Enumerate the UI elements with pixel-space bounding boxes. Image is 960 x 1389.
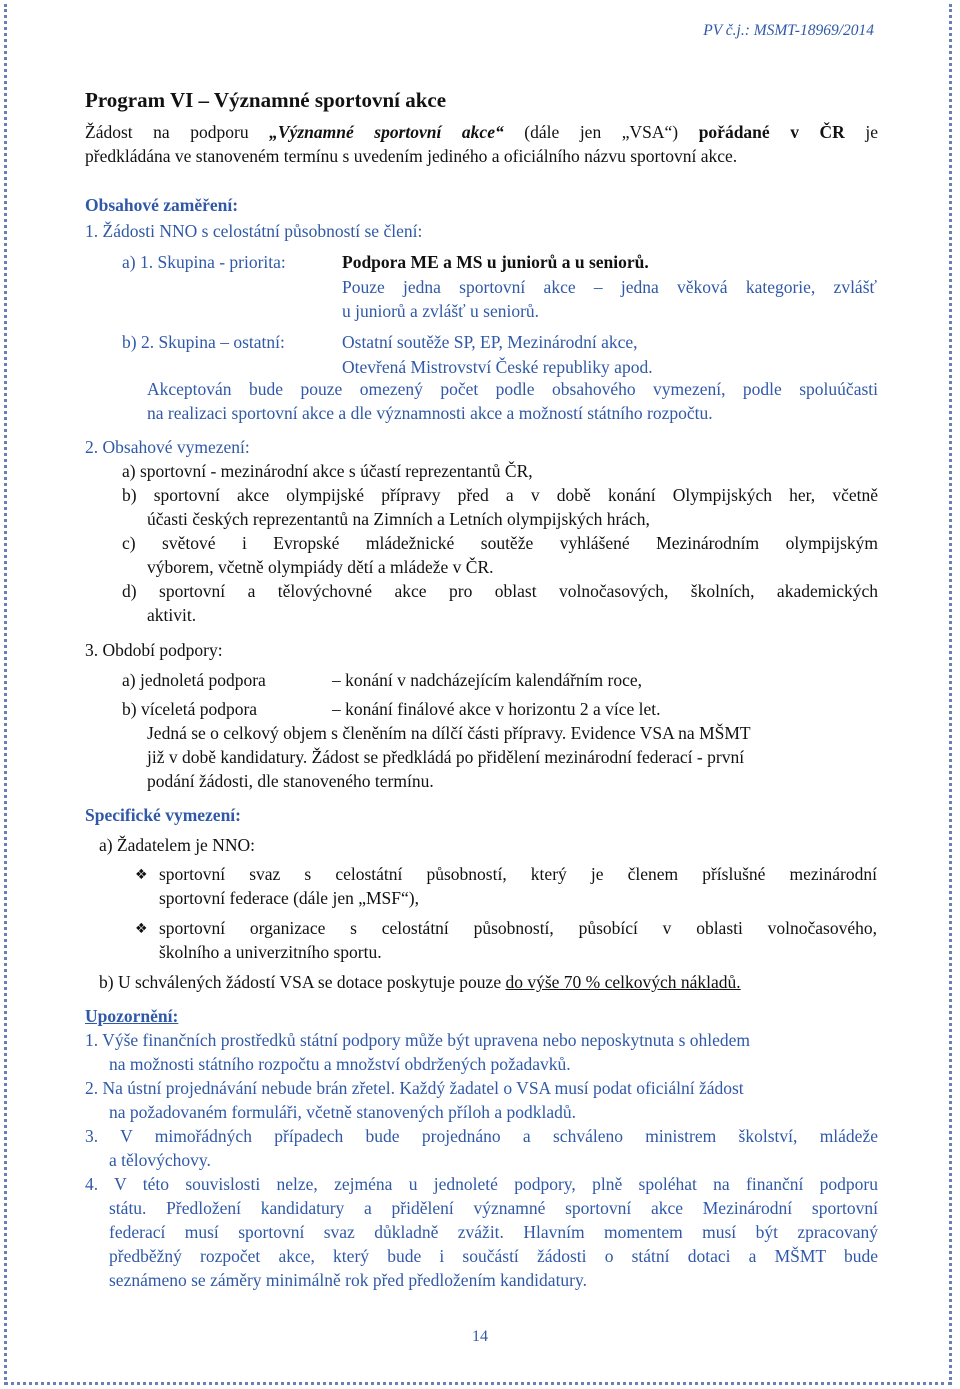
- diamond-bullet-icon: ❖: [135, 867, 148, 883]
- period-heading: 3. Období podpory:: [85, 640, 223, 660]
- warning-heading: Upozornění:: [85, 1006, 179, 1026]
- warning-1-line-2: na možnosti státního rozpočtu a množství obdržených požadavků.: [109, 1054, 571, 1074]
- group-2-label: b) 2. Skupina – ostatní:: [122, 332, 285, 352]
- specific-heading: Specifické vymezení:: [85, 805, 241, 825]
- warning-2-line-2: na požadovaném formuláři, včetně stanovených příloh a podkladů.: [109, 1102, 576, 1122]
- content-item-b-2: účasti českých reprezentantů na Zimních a Letních olympijských hrách,: [147, 509, 650, 529]
- intro-line-2: předkládána ve stanoveném termínu s uvedením jediného a oficiálního názvu sportovní akce.: [85, 146, 738, 166]
- bullet-1-line-2: sportovní federace (dále jen „MSF“),: [159, 888, 419, 908]
- intro-program-name: „Významné sportovní akce“: [269, 122, 504, 142]
- intro-emphasis: pořádané v ČR: [698, 122, 845, 142]
- bullet-2-line-1: sportovní organizace s celostátní působností, působící v oblasti volnočasového,: [159, 918, 877, 938]
- content-heading: 2. Obsahové vymezení:: [85, 437, 250, 457]
- specific-item-b: [99, 970, 741, 994]
- warning-4-line-3: federací musí sportovní svaz důkladně zvážit. Hlavním momentem musí být zpracovaný: [109, 1222, 878, 1242]
- group-1-label: a) 1. Skupina - priorita:: [122, 252, 286, 272]
- page-title: Program VI – Významné sportovní akce: [85, 88, 447, 112]
- bullet-2-line-2: školního a univerzitního sportu.: [159, 942, 382, 962]
- warning-4-line-2: státu. Předložení kandidatury a přidělení významné sportovní akce Mezinárodní sportovní: [109, 1198, 878, 1218]
- intro-text: Žádost na podporu: [85, 122, 270, 142]
- content-item-c-1: c) světové i Evropské mládežnické soutěže vyhlášené Mezinárodním olympijským: [122, 533, 878, 553]
- content-item-b-1: b) sportovní akce olympijské přípravy před a v době konání Olympijských her, včetně: [122, 485, 878, 505]
- intro-text: je: [844, 122, 878, 142]
- bullet-1-line-1: sportovní svaz s celostátní působností, který je členem příslušné mezinárodní: [159, 864, 877, 884]
- specific-b-limit: do výše 70 % celkových nákladů.: [505, 972, 741, 992]
- acceptance-line-1: Akceptován bude pouze omezený počet podle obsahového vymezení, podle spoluúčasti: [147, 379, 878, 399]
- content-item-d-1: d) sportovní a tělovýchovné akce pro oblast volnočasových, školních, akademických: [122, 581, 878, 601]
- warning-4-line-5: seznámeno se záměry minimálně rok před předložením kandidatury.: [109, 1270, 587, 1290]
- page-number: 14: [472, 1328, 488, 1345]
- content-item-d-2: aktivit.: [147, 605, 197, 625]
- acceptance-line-2: na realizaci sportovní akce a dle významnosti akce a možností státního rozpočtu.: [147, 403, 713, 423]
- warning-1-line-1: 1. Výše finančních prostředků státní podpory může být upravena nebo neposkytnuta s ohledem: [85, 1030, 751, 1050]
- group-1-note-2: u juniorů a zvlášť u seniorů.: [342, 301, 540, 321]
- period-a-label: a) jednoletá podpora: [122, 670, 266, 690]
- focus-item-1: 1. Žádosti NNO s celostátní působností se člení:: [85, 221, 423, 241]
- period-a-text: – konání v nadcházejícím kalendářním roce,: [332, 670, 643, 690]
- specific-b-text: b) U schválených žádostí VSA se dotace poskytuje pouze: [99, 972, 506, 992]
- content-item-c-2: výborem, včetně olympiády dětí a mládeže v ČR.: [147, 557, 494, 577]
- warning-3-line-1: 3. V mimořádných případech bude projednáno a schváleno ministrem školství, mládeže: [85, 1126, 878, 1146]
- content-item-a: a) sportovní - mezinárodní akce s účastí reprezentantů ČR,: [122, 461, 533, 481]
- period-b-label: b) víceletá podpora: [122, 699, 258, 719]
- group-1-text: Podpora ME a MS u juniorů a u seniorů.: [342, 252, 649, 272]
- warning-4-line-1: 4. V této souvislosti nelze, zejména u jednoleté podpory, plně spoléhat na finanční podporu: [85, 1174, 878, 1194]
- diamond-bullet-icon: ❖: [135, 921, 148, 937]
- warning-2-line-1: 2. Na ústní projednávání nebude brán zřetel. Každý žadatel o VSA musí podat oficiální žádost: [85, 1078, 744, 1098]
- period-paragraph-1: Jedná se o celkový objem s členěním na dílčí části přípravy. Evidence VSA na MŠMT: [147, 723, 751, 743]
- reference-number: PV č.j.: MSMT-18969/2014: [703, 22, 874, 39]
- group-1-note-1: Pouze jedna sportovní akce – jedna věková kategorie, zvlášť: [342, 277, 877, 297]
- period-paragraph-3: podání žádosti, dle stanoveného termínu.: [147, 771, 434, 791]
- warning-4-line-4: předběžný rozpočet akce, který bude i součástí žádosti o státní dotaci a MŠMT bude: [109, 1246, 878, 1266]
- intro-line-1: [85, 120, 878, 144]
- focus-heading: Obsahové zaměření:: [85, 195, 239, 215]
- period-paragraph-2: již v době kandidatury. Žádost se předkládá po přidělení mezinárodní federací - první: [147, 747, 745, 767]
- warning-3-line-2: a tělovýchovy.: [109, 1150, 211, 1170]
- group-2-text-1: Ostatní soutěže SP, EP, Mezinárodní akce,: [342, 332, 638, 352]
- intro-text: (dále jen „VSA“): [503, 122, 699, 142]
- group-2-text-2: Otevřená Mistrovství České republiky apod.: [342, 357, 653, 377]
- specific-item-a: a) Žadatelem je NNO:: [99, 835, 255, 855]
- period-b-text: – konání finálové akce v horizontu 2 a více let.: [332, 699, 661, 719]
